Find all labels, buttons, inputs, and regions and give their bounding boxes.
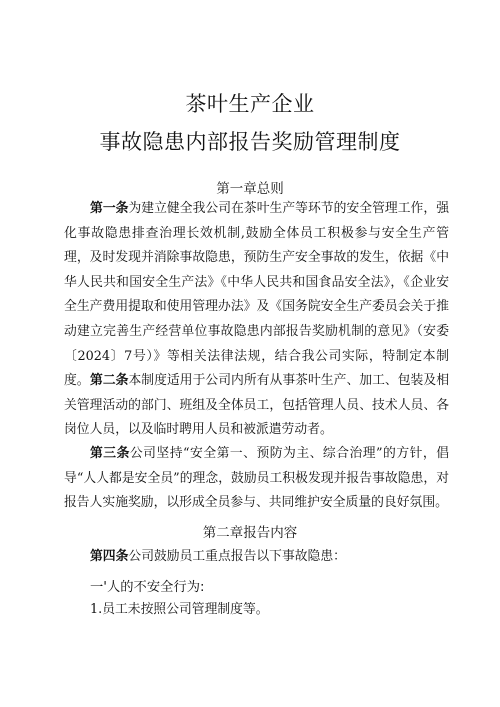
article-3-paragraph [64, 442, 449, 516]
document-title-line1: 茶叶生产企业 [185, 92, 315, 116]
list-item: 1.员工未按照公司管理制度等。 [90, 602, 269, 617]
article-1-text: 为建立健全我公司在茶叶生产等环节的安全管理工作，强化事故隐患排查治理长效机制,鼓励全体员工积极参与安全生产管理，及时发现并消除事故隐患，预防生产安全事故的发生，依据《中华人民共和国安全生产法》《中华人民共和国食品安全法》，《企业安全生产费用提取和使用管理办法》及《国务院安全生产委员会关于推动建立完善生产经营单位事故隐患内部报告奖励机制的意见》（安委〔2024〕7号）》等相关法律法规，结合我公司实际，特制定本制度。 [64, 201, 450, 389]
chapter-2-heading: 第二章报告内容 [202, 525, 298, 541]
article-3-text: 公司坚持“安全第一、预防为主、综合治理”的方针，倡导“人人都是安全员”的理念，鼓励员工积极发现并报告事故隐患，对报告人实施奖励，以形成全员参与、共同维护安全质量的良好氛围。 [64, 446, 449, 511]
article-3-label: 第三条 [90, 446, 130, 461]
document-title-line2: 事故隐患内部报告奖励管理制度 [99, 130, 401, 154]
article-4-text: 公司鼓励员工重点报告以下事故隐患： [128, 549, 346, 564]
article-1-paragraph [64, 197, 449, 394]
article-2-label: 第二条 [90, 373, 129, 388]
article-2-paragraph [64, 369, 449, 443]
article-2-text: 本制度适用于公司内所有从事茶叶生产、加工、包装及相关管理活动的部门、班组及全体员工，包括管理人员、技术人员、各岗位人员，以及临时聘用人员和被派遣劳动者。 [64, 373, 450, 438]
article-1-label: 第一条 [90, 201, 129, 216]
article-4-paragraph [64, 545, 449, 570]
subsection-heading: 一'人的不安全行为: [90, 580, 205, 595]
article-4-label: 第四条 [90, 549, 129, 564]
chapter-1-heading: 第一章总则 [216, 181, 284, 197]
